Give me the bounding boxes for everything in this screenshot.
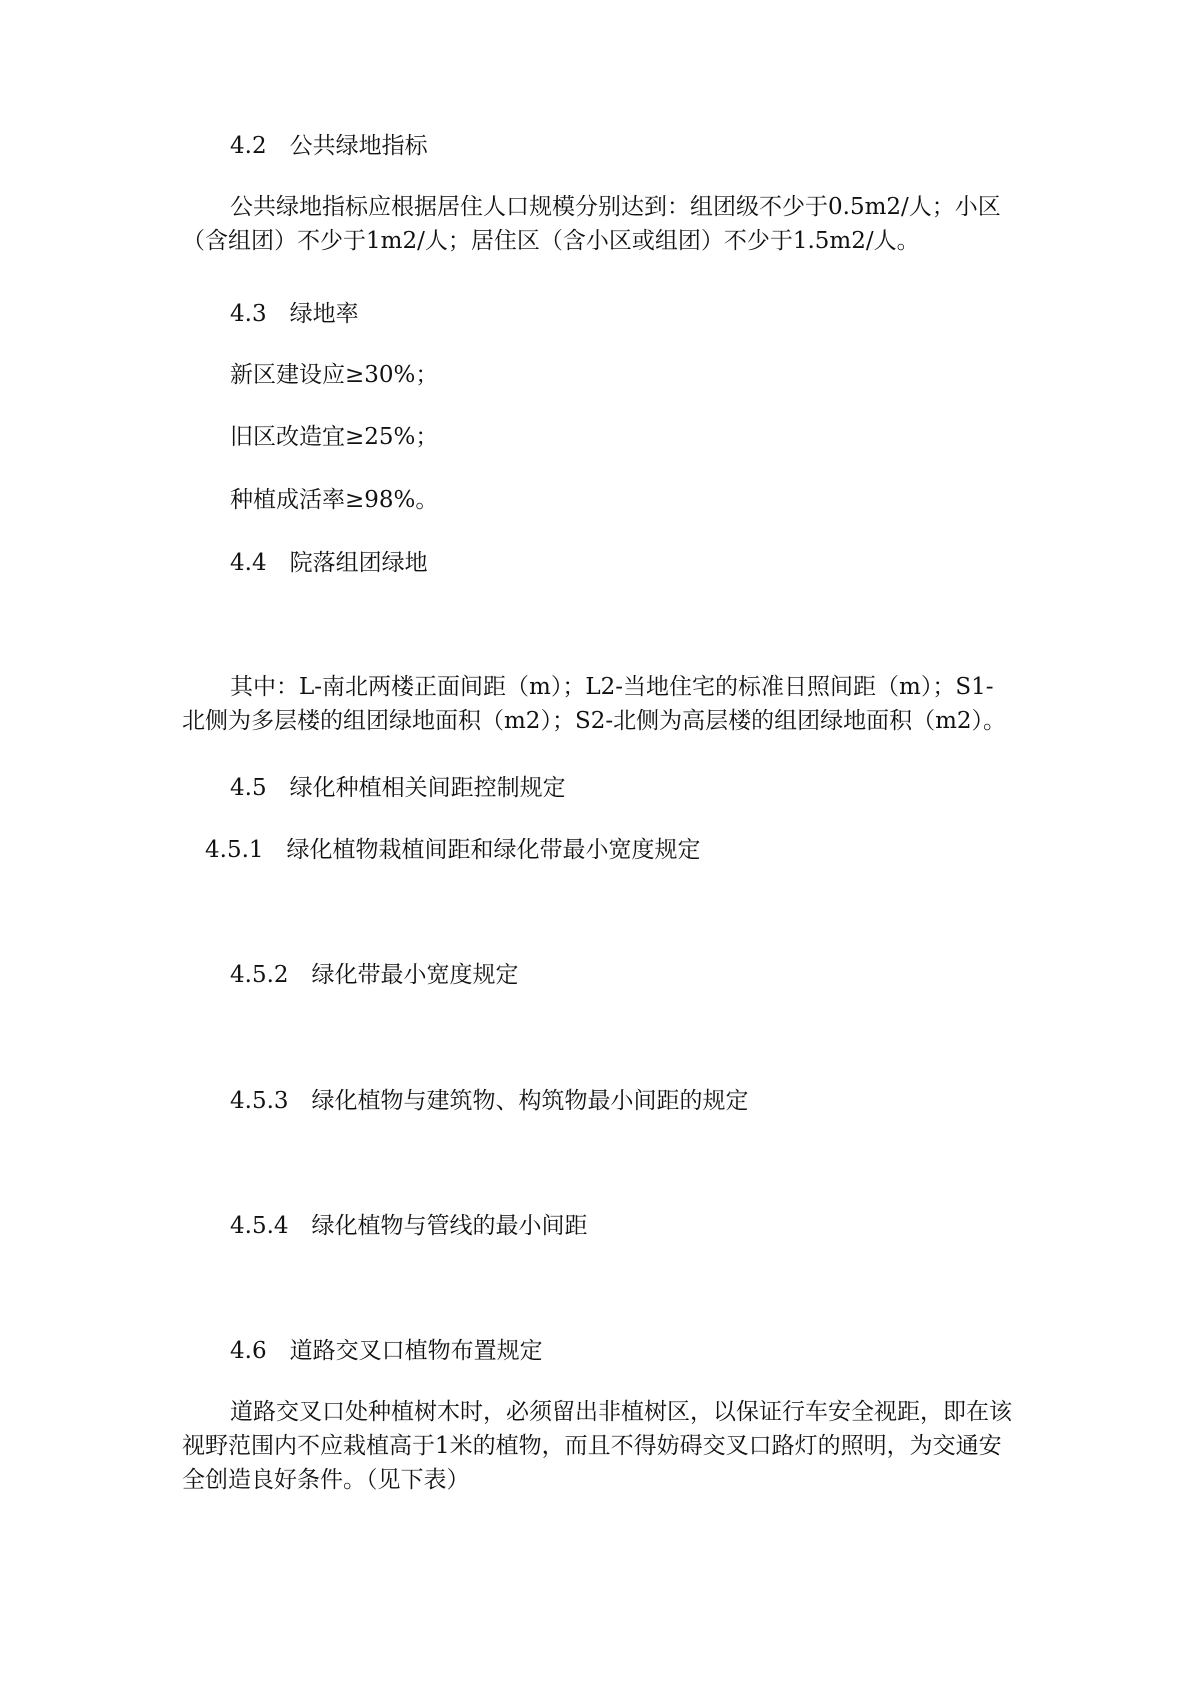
heading-4-5-1: 4.5.1 绿化植物栽植间距和绿化带最小宽度规定 [205,837,701,863]
heading-4-4: 4.4 院落组团绿地 [230,550,428,576]
paragraph-formula-notes: 其中：L-南北两楼正面间距（m）；L2-当地住宅的标准日照间距（m）；S1-北侧为多层楼的组团绿地面积（m2）；S2-北侧为高层楼的组团绿地面积（m2）。 [182,674,1007,734]
heading-4-5-2: 4.5.2 绿化带最小宽度规定 [230,962,519,988]
list-item-old-district: 旧区改造宜≥25%； [230,424,439,450]
list-item-survival-rate: 种植成活率≥98%。 [230,487,439,513]
paragraph-public-green-index: 公共绿地指标应根据居住人口规模分别达到：组团级不少于0.5m2/人；小区（含组团）不少于1m2/人；居住区（含小区或组团）不少于1.5m2/人。 [182,194,1001,254]
heading-4-6: 4.6 道路交叉口植物布置规定 [230,1338,543,1364]
paragraph-intersection-rules: 道路交叉口处种植树木时，必须留出非植树区，以保证行车安全视距，即在该视野范围内不应栽植高于1米的植物，而且不得妨碍交叉口路灯的照明，为交通安全创造良好条件。（见下表） [182,1399,1012,1493]
heading-4-5-3: 4.5.3 绿化植物与建筑物、构筑物最小间距的规定 [230,1088,749,1114]
heading-4-2: 4.2 公共绿地指标 [230,133,428,159]
heading-4-3: 4.3 绿地率 [230,301,359,327]
heading-4-5: 4.5 绿化种植相关间距控制规定 [230,775,566,801]
heading-4-5-4: 4.5.4 绿化植物与管线的最小间距 [230,1213,588,1239]
list-item-new-district: 新区建设应≥30%； [230,362,439,388]
